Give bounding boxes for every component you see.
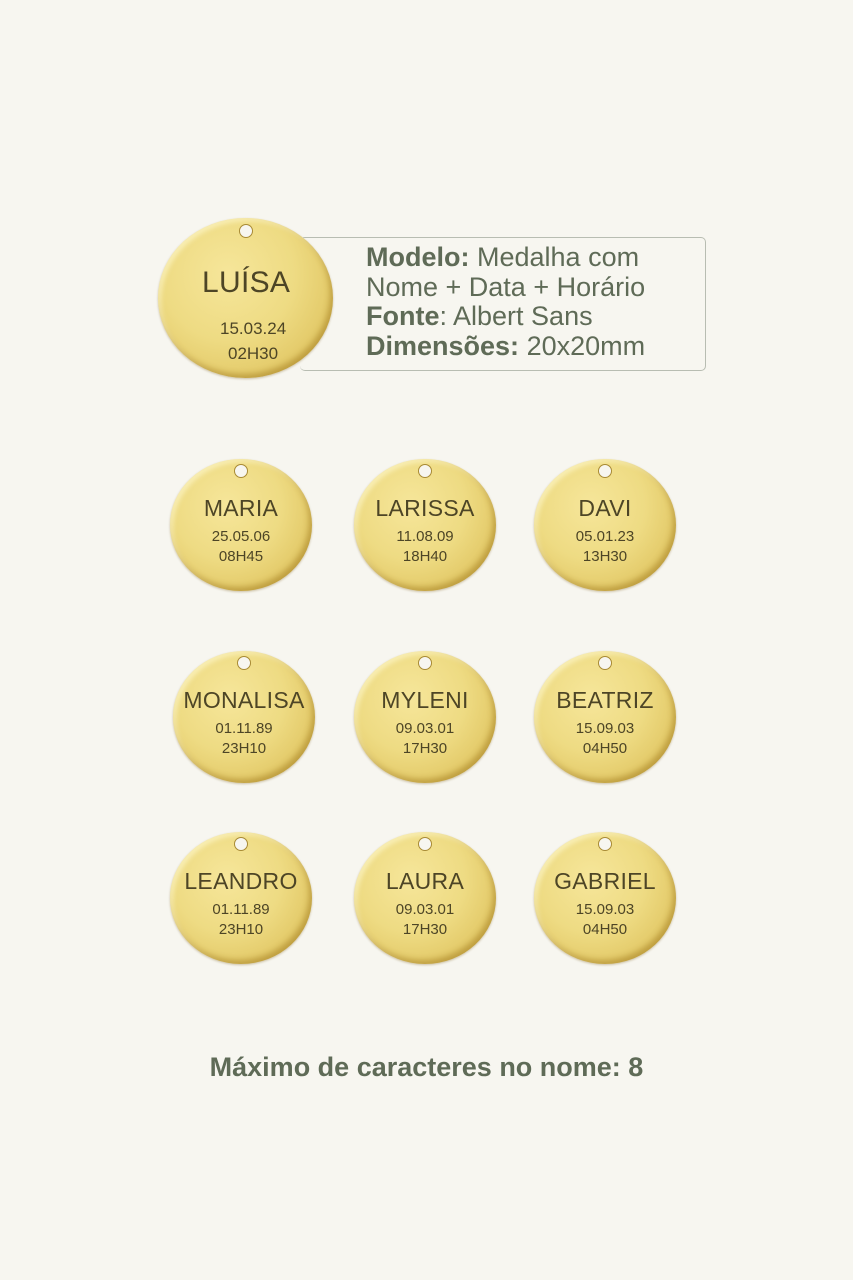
medal-time: 13H30 <box>582 548 628 565</box>
hole-icon <box>234 837 248 851</box>
medal-monalisa <box>173 651 315 783</box>
medal-date: 15.09.03 <box>575 720 635 737</box>
hole-icon <box>418 656 432 670</box>
font-value: : Albert Sans <box>439 301 593 331</box>
hole-icon <box>237 656 251 670</box>
model-value: Medalha com <box>477 242 640 272</box>
medal-date: 15.09.03 <box>575 901 635 918</box>
medal-name: GABRIEL <box>554 868 656 894</box>
medal-laura <box>354 832 496 964</box>
medal-date: 15.03.24 <box>220 319 287 338</box>
medal-date: 09.03.01 <box>395 720 455 737</box>
medal-name: LARISSA <box>375 495 475 521</box>
medal-myleni <box>354 651 496 783</box>
medal-date: 01.11.89 <box>212 901 270 918</box>
model-value-line2: Nome + Data + Horário <box>366 271 646 302</box>
medal-time: 18H40 <box>402 548 448 565</box>
medal-name: LAURA <box>385 868 465 894</box>
medal-name: BEATRIZ <box>556 687 654 713</box>
medal-time: 04H50 <box>582 740 628 757</box>
medal-beatriz <box>534 651 676 783</box>
dimensions-label: Dimensões: <box>366 330 520 361</box>
medal-name: MONALISA <box>183 687 305 713</box>
medal-date: 25.05.06 <box>211 528 271 545</box>
hole-icon <box>598 464 612 478</box>
medal-name: MYLENI <box>381 687 469 713</box>
hole-icon <box>418 837 432 851</box>
medal-maria <box>170 459 312 591</box>
medal-leandro <box>170 832 312 964</box>
medal-date: 01.11.89 <box>215 720 273 737</box>
hole-icon <box>234 464 248 478</box>
model-label: Modelo: <box>366 242 470 272</box>
featured-medal <box>158 218 333 378</box>
medal-davi <box>534 459 676 591</box>
dimensions-value: 20x20mm <box>519 330 646 361</box>
medal-name: LUÍSA <box>202 266 291 299</box>
medal-time: 04H50 <box>582 921 628 938</box>
medal-time: 17H30 <box>402 740 448 757</box>
medal-time: 08H45 <box>218 548 264 565</box>
hole-icon <box>239 224 253 238</box>
medal-time: 17H30 <box>402 921 448 938</box>
hole-icon <box>598 656 612 670</box>
medal-date: 09.03.01 <box>395 901 455 918</box>
medal-time: 23H10 <box>218 921 264 938</box>
medal-larissa <box>354 459 496 591</box>
medal-time: 02H30 <box>228 344 279 363</box>
product-info <box>366 243 645 361</box>
max-characters-note: Máximo de caracteres no nome: 8 <box>209 1052 644 1082</box>
medal-date: 11.08.09 <box>396 528 454 545</box>
hole-icon <box>598 837 612 851</box>
medal-time: 23H10 <box>221 740 267 757</box>
font-label: Fonte <box>366 301 440 331</box>
medal-name: MARIA <box>203 495 279 521</box>
hole-icon <box>418 464 432 478</box>
medal-gabriel <box>534 832 676 964</box>
medal-name: DAVI <box>578 495 632 521</box>
medal-name: LEANDRO <box>184 868 298 894</box>
medal-date: 05.01.23 <box>575 528 635 545</box>
